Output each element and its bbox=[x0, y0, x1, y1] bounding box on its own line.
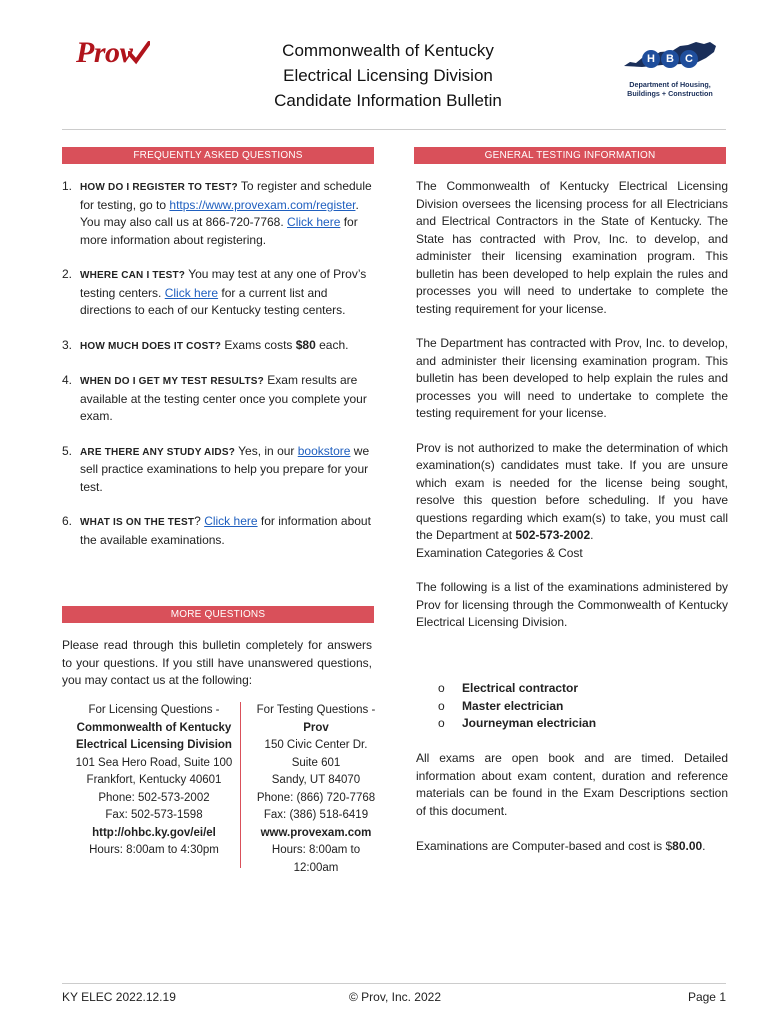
exam-name: Master electrician bbox=[462, 698, 564, 713]
document-code: KY ELEC 2022.12.19 bbox=[62, 990, 176, 1004]
bullet-icon: o bbox=[438, 698, 445, 713]
licensing-phone: Phone: 502-573-2002 bbox=[98, 791, 210, 804]
exam-name: Electrical contractor bbox=[462, 681, 579, 695]
testing-address-line-1: 150 Civic Center Dr. bbox=[264, 739, 368, 751]
exam-cost-text: Examinations are Computer-based and cost is $ bbox=[416, 839, 673, 853]
exam-cost-text-end: . bbox=[702, 839, 706, 853]
testing-website-link[interactable]: www.provexam.com bbox=[260, 826, 372, 839]
faq-question: WHEN DO I GET MY TEST RESULTS? bbox=[80, 376, 264, 387]
licensing-hours: Hours: 8:00am to 4:30pm bbox=[89, 844, 219, 856]
testing-org-name: Prov bbox=[303, 721, 329, 734]
faq-item-study-aids bbox=[62, 443, 380, 497]
faq-item-register bbox=[62, 178, 380, 249]
faq-answer-text: each. bbox=[315, 337, 349, 352]
exam-list-item bbox=[438, 680, 596, 698]
faq-number: 5. bbox=[62, 443, 73, 458]
bullet-icon: o bbox=[438, 681, 445, 695]
licensing-org-name: Commonwealth of Kentucky bbox=[76, 721, 232, 734]
testing-fax: Fax: (386) 518-6419 bbox=[263, 809, 369, 821]
licensing-address-line-1: 101 Sea Hero Road, Suite 100 bbox=[75, 756, 233, 769]
exam-details-paragraph: All exams are open book and are timed. Detailed information about exam content, duration and reference materials can be found in the Exam Descriptions section of this document. bbox=[416, 751, 728, 818]
faq-answer-text: . You may also call us at 866-720-7768. bbox=[80, 197, 359, 229]
faq-item-cost bbox=[62, 337, 380, 356]
department-phone: 502-573-2002 bbox=[515, 528, 591, 542]
more-questions-heading: MORE QUESTIONS bbox=[62, 606, 374, 623]
exam-list bbox=[438, 680, 596, 733]
testing-hours-end: 12:00am bbox=[293, 861, 339, 874]
testing-contact-label: For Testing Questions - bbox=[256, 704, 376, 716]
licensing-division-name: Electrical Licensing Division bbox=[76, 739, 232, 751]
faq-question: ARE THERE ANY STUDY AIDS? bbox=[80, 446, 236, 458]
licensing-fax: Fax: 502-573-1598 bbox=[105, 809, 203, 821]
general-info-heading: GENERAL TESTING INFORMATION bbox=[414, 147, 726, 164]
determination-text: Prov is not authorized to make the determination of which examination(s) candidates must take. If you are unsure which exam is needed for the license being sought, resolve this question before scheduling. If you have questions regarding which exam(s) to take, you must call the Department at bbox=[416, 440, 728, 542]
general-info-paragraph bbox=[416, 440, 728, 545]
bullet-icon: o bbox=[438, 716, 445, 730]
faq-list bbox=[62, 178, 380, 566]
faq-answer-text: Exam results are available at the testing center once you complete your exam. bbox=[80, 373, 367, 423]
licensing-contact-label: For Licensing Questions - bbox=[88, 704, 220, 716]
licensing-contact bbox=[72, 702, 236, 860]
hbc-letter-h: H bbox=[642, 50, 660, 68]
testing-address-line-2: Suite 601 bbox=[291, 756, 341, 769]
faq-question: HOW MUCH DOES IT COST? bbox=[80, 340, 222, 352]
header-divider bbox=[62, 129, 726, 130]
faq-answer-text: Yes, in our bbox=[235, 443, 298, 458]
exam-cost-amount: 80.00 bbox=[672, 839, 703, 853]
faq-answer-text: for information about the available examinations. bbox=[80, 514, 371, 547]
title-line-2: Electrical Licensing Division bbox=[283, 66, 493, 85]
testing-hours: Hours: 8:00am to bbox=[271, 844, 361, 856]
copyright: © Prov, Inc. 2022 bbox=[349, 990, 441, 1004]
general-info-body bbox=[416, 178, 728, 649]
more-questions-text: Please read through this bulletin completely for answers to your questions. If you still have unanswered questions, you may contact us at the following: bbox=[62, 638, 372, 687]
hbc-letter-c: C bbox=[680, 50, 698, 68]
faq-number: 4. bbox=[62, 373, 73, 387]
contact-divider bbox=[240, 702, 241, 868]
register-url-link[interactable]: https://www.provexam.com/register bbox=[169, 197, 356, 212]
faq-number: 1. bbox=[62, 179, 73, 193]
faq-number: 3. bbox=[62, 337, 73, 352]
testing-address-line-3: Sandy, UT 84070 bbox=[271, 774, 361, 786]
title-line-3: Candidate Information Bulletin bbox=[274, 91, 502, 110]
testing-centers-link[interactable]: Click here bbox=[164, 285, 219, 300]
testing-contact bbox=[244, 702, 388, 877]
prov-logo bbox=[76, 36, 150, 70]
hbc-logo bbox=[620, 36, 720, 106]
faq-answer-text: ? bbox=[194, 514, 205, 528]
general-info-paragraph: The Commonwealth of Kentucky Electrical Licensing Division oversees the licensing process for all Electricians and Electrical Contractors in the State of Kentucky. The State has contracted with Prov, Inc. to develop, and administer their licensing examination program. This bulletin has been developed to help explain the rules and processes you will need to undertake to complete the testing requirement for your license. bbox=[416, 179, 728, 316]
faq-item-test-content bbox=[62, 513, 380, 549]
faq-answer-text: for a current list and directions to each of our Kentucky testing centers. bbox=[80, 285, 346, 317]
testing-phone: Phone: (866) 720-7768 bbox=[256, 791, 376, 804]
faq-item-where bbox=[62, 266, 380, 320]
hbc-caption-line-2: Buildings + Construction bbox=[627, 89, 713, 98]
footer-divider bbox=[62, 983, 726, 984]
document-title bbox=[220, 38, 556, 113]
faq-answer-text: Exams costs bbox=[221, 337, 296, 352]
exam-name: Journeyman electrician bbox=[462, 716, 597, 730]
faq-answer-text: for more information about registering. bbox=[80, 215, 358, 247]
register-click-here-link[interactable]: Click here bbox=[287, 215, 341, 229]
faq-number: 6. bbox=[62, 514, 73, 528]
checkmark-icon bbox=[128, 41, 150, 65]
licensing-address-line-2: Frankfort, Kentucky 40601 bbox=[86, 774, 222, 786]
hbc-badge bbox=[642, 50, 699, 68]
exam-info-link[interactable]: Click here bbox=[204, 514, 258, 528]
bookstore-link[interactable]: bookstore bbox=[297, 443, 351, 458]
faq-question: WHAT IS ON THE TEST bbox=[80, 517, 195, 528]
licensing-website-link[interactable]: http://ohbc.ky.gov/ei/el bbox=[92, 826, 216, 839]
exam-list-item bbox=[438, 698, 596, 716]
determination-text-end: . bbox=[590, 528, 594, 542]
faq-item-results bbox=[62, 372, 380, 426]
faq-answer-text: To register and schedule for testing, go to bbox=[80, 179, 372, 212]
exam-categories-heading: Examination Categories & Cost bbox=[416, 545, 583, 560]
exam-cost-paragraph bbox=[416, 838, 728, 856]
page-number: Page 1 bbox=[687, 990, 726, 1004]
faq-number: 2. bbox=[62, 267, 73, 281]
hbc-letter-b: B bbox=[661, 50, 679, 68]
faq-answer-text: we sell practice examinations to help you prepare for your test. bbox=[80, 443, 370, 494]
exam-list-intro: The following is a list of the examinations administered by Prov for licensing through the Commonwealth of Kentucky Electrical Licensing Division. bbox=[416, 580, 728, 629]
general-info-paragraph: The Department has contracted with Prov, Inc. to develop, and administer their licensing examination program. This bulletin has been developed to help explain the rules and processes you will need to undertake to complete the testing requirement for your license. bbox=[416, 336, 728, 420]
exam-cost-value: $80 bbox=[295, 337, 316, 352]
faq-question: HOW DO I REGISTER TO TEST? bbox=[80, 182, 238, 193]
contact-info bbox=[72, 702, 388, 874]
exam-list-item bbox=[438, 715, 596, 733]
title-line-1: Commonwealth of Kentucky bbox=[282, 41, 494, 60]
faq-question: WHERE CAN I TEST? bbox=[80, 270, 186, 281]
prov-logo-text: Prov bbox=[76, 36, 133, 69]
faq-heading: FREQUENTLY ASKED QUESTIONS bbox=[62, 147, 374, 164]
faq-answer-text: You may test at any one of Prov’s testing centers. bbox=[80, 267, 367, 300]
hbc-caption-line-1: Department of Housing, bbox=[629, 80, 711, 89]
hbc-caption bbox=[620, 80, 720, 98]
